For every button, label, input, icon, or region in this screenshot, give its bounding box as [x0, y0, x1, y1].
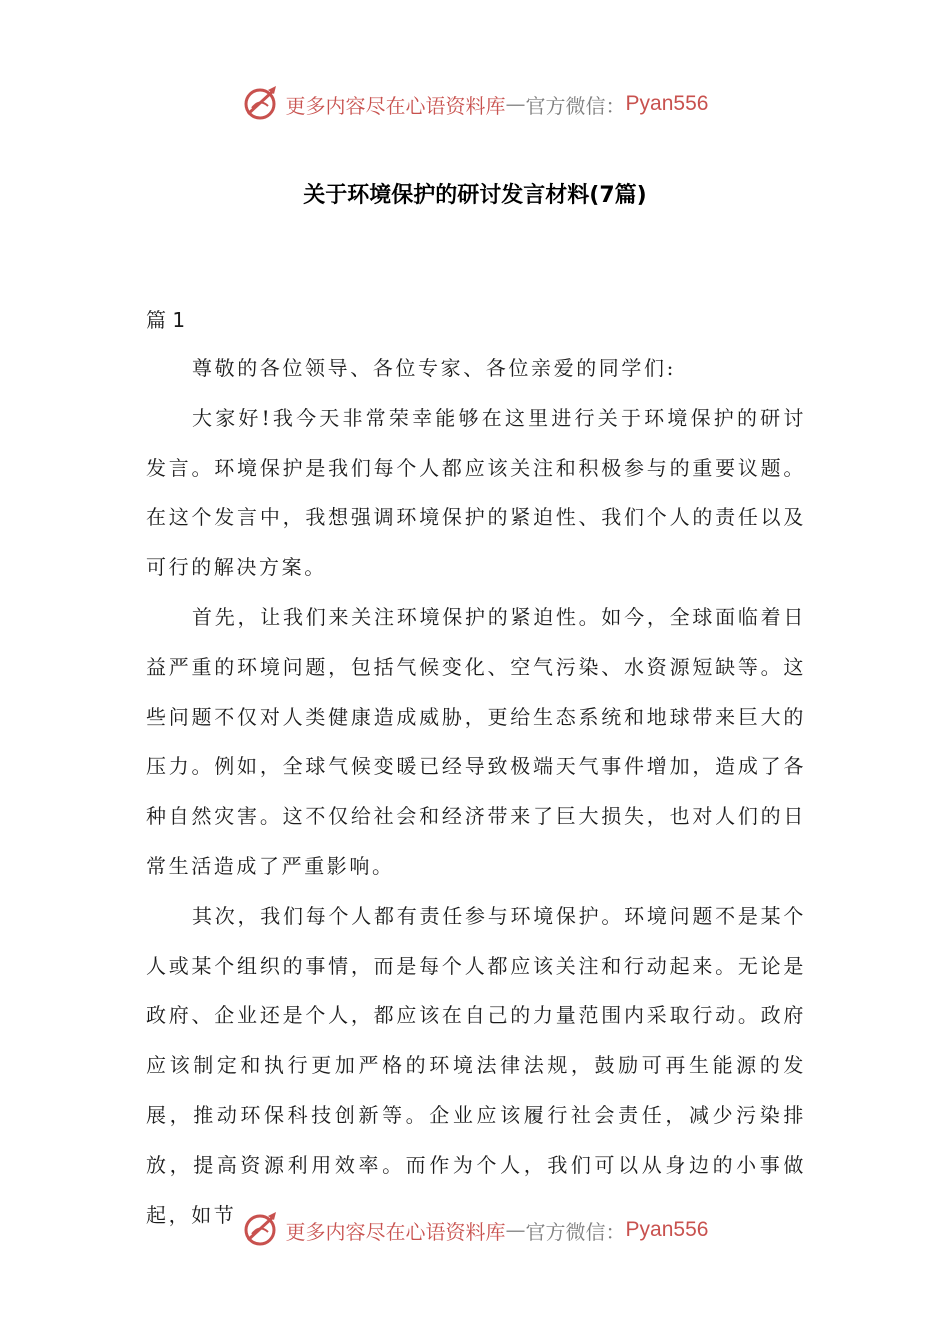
banner-dash: —: [505, 92, 526, 116]
document-title: 关于环境保护的研讨发言材料(7篇): [303, 183, 647, 208]
footer-banner: [0, 1210, 950, 1250]
header-banner: [0, 84, 950, 124]
document-body: [146, 344, 806, 1240]
banner-brand-text: 更多内容尽在心语资料库: [285, 93, 506, 118]
paragraph-urgency: 首先，让我们来关注环境保护的紧迫性。如今，全球面临着日益严重的环境问题，包括气候变化、空气污染、水资源短缺等。这些问题不仅对人类健康造成威胁，更给生态系统和地球带来巨大的压力。例如，全球气候变暖已经导致极端天气事件增加，造成了各种自然灾害。这不仅给社会和经济带来了巨大损失，也对人们的日常生活造成了严重影响。: [146, 604, 806, 878]
pen-logo-icon: [242, 84, 282, 124]
banner-wechat-label: 官方微信：: [525, 93, 626, 118]
paragraph-salutation: 尊敬的各位领导、各位专家、各位亲爱的同学们:: [192, 356, 676, 380]
banner-dash: —: [505, 1218, 526, 1242]
banner-brand-text: 更多内容尽在心语资料库: [285, 1219, 506, 1244]
banner-wechat-label: 官方微信：: [525, 1219, 626, 1244]
banner-wechat-id: Pyan556: [625, 92, 709, 115]
paragraph-responsibility: 其次，我们每个人都有责任参与环境保护。环境问题不是某个人或某个组织的事情，而是每个人都应该关注和行动起来。无论是政府、企业还是个人，都应该在自己的力量范围内采取行动。政府应该制定和执行更加严格的环境法律法规，鼓励可再生能源的发展，推动环保科技创新等。企业应该履行社会责任，减少污染排放，提高资源利用效率。而作为个人，我们可以从身边的小事做起，如节: [146, 903, 806, 1227]
pen-logo-icon: [242, 1210, 282, 1250]
section-label: 篇 1: [146, 308, 186, 332]
banner-wechat-id: Pyan556: [625, 1218, 709, 1241]
paragraph-intro: 大家好!我今天非常荣幸能够在这里进行关于环境保护的研讨发言。环境保护是我们每个人都应该关注和积极参与的重要议题。在这个发言中，我想强调环境保护的紧迫性、我们个人的责任以及可行的解决方案。: [146, 405, 806, 580]
